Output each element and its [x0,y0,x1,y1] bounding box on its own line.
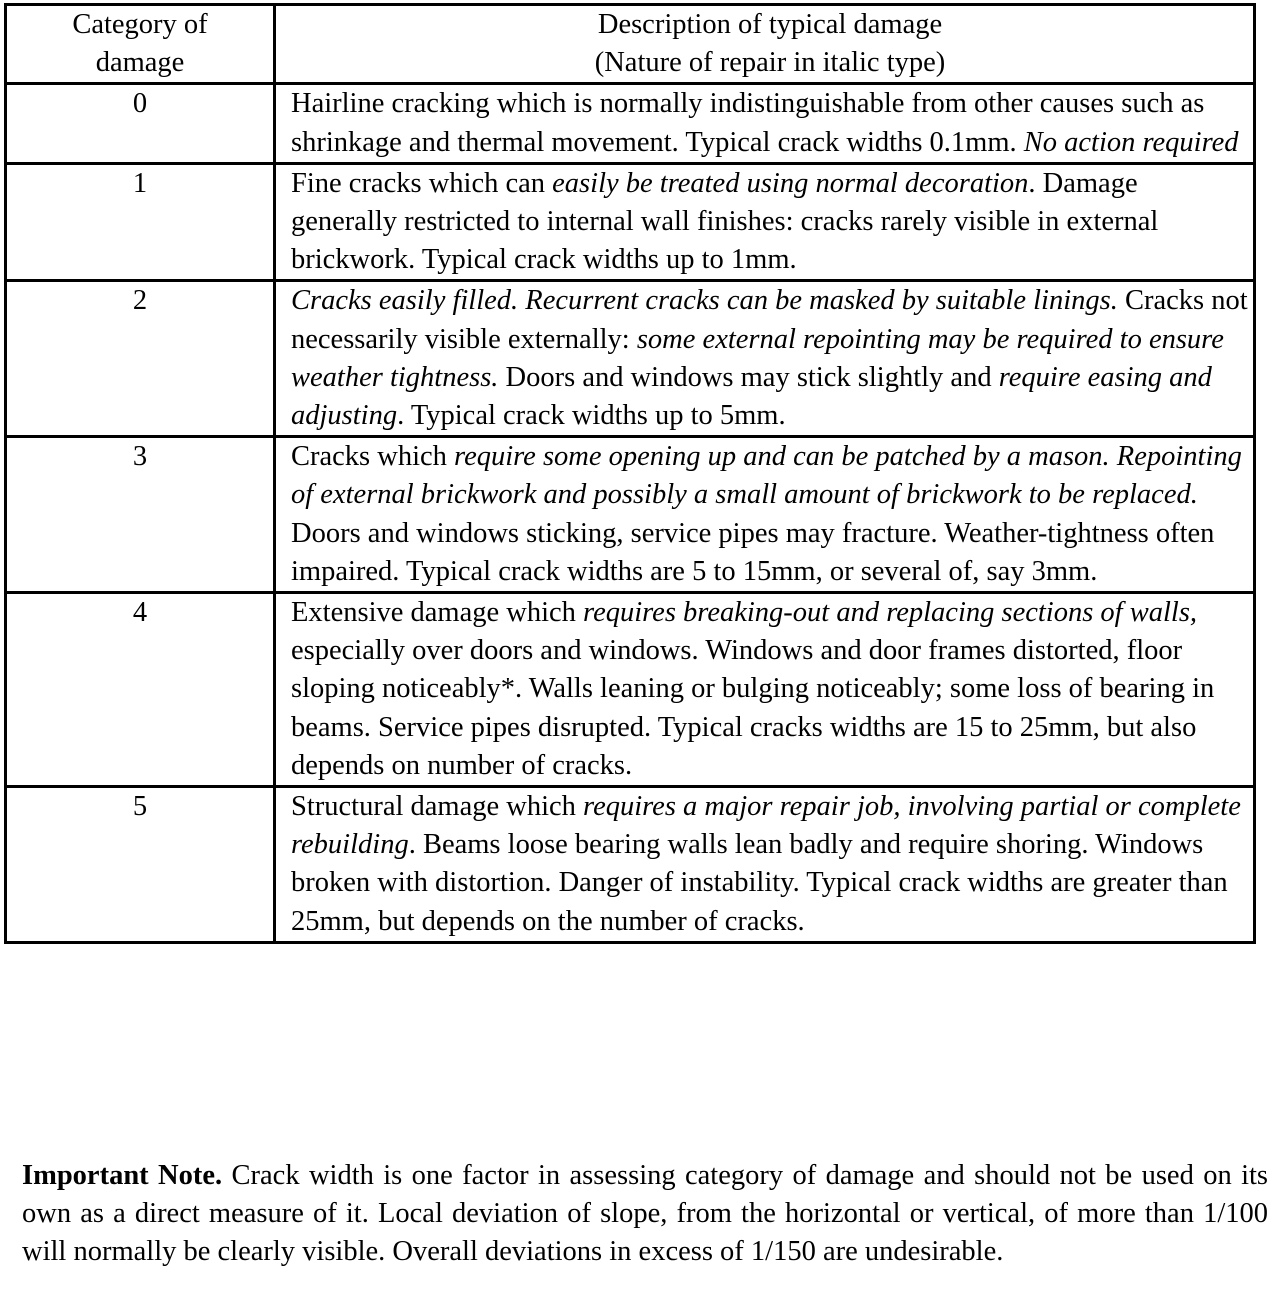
damage-text: . Typical crack widths up to 5mm. [397,400,786,432]
repair-nature-text: No action required [1023,126,1239,158]
damage-description-cell [275,437,1255,593]
repair-nature-text: Cracks easily filled. Recurrent cracks can be masked by suitable linings. [291,285,1118,317]
repair-nature-text: easily be treated using normal decoration [552,167,1029,199]
damage-category-cell: 2 [6,281,275,437]
table-row [6,437,1255,593]
repair-nature-text: some external repointing may be required to ensure weather tightness. [291,323,1224,393]
header-description-line: (Nature of repair in italic type) [594,47,946,79]
damage-text: Doors and windows sticking, service pipes may fracture. Weather-tightness often impaired. Typical crack widths are 5 to 15mm, or several of, say 3mm. [291,517,1215,587]
damage-description-cell [275,593,1255,787]
damage-category-cell: 1 [6,163,275,281]
damage-text: Fine cracks which can [291,167,553,199]
damage-description-cell [275,281,1255,437]
damage-description-cell [275,84,1255,163]
header-description-line: Description of typical damage [597,9,943,40]
important-note [22,1157,1268,1272]
repair-nature-text: require easing and adjusting [291,361,1212,432]
damage-text: Doors and windows may stick slightly and [498,361,999,393]
damage-description-cell [275,163,1255,281]
damage-text: . Beams loose bearing walls lean badly and require shoring. Windows broken with distortion. Danger of instability. Typical crack widths are greater than 25mm, but depends on the number of cracks. [291,829,1228,937]
damage-text: Structural damage which [291,791,584,823]
damage-text: Extensive damage which [291,597,584,629]
header-category-line: damage [95,47,185,79]
damage-category-cell: 5 [6,787,275,943]
damage-text: especially over doors and windows. Windows and door frames distorted, floor sloping noticeably*. Walls leaning or bulging noticeably; some loss of bearing in beams. Service pipes disrupted. Typical cracks widths are 15 to 25mm, but also depends on number of cracks. [291,635,1215,781]
damage-description-cell [275,787,1255,943]
damage-text: Cracks not necessarily visible externally: [291,285,1248,355]
repair-nature-text: require some opening up and can be patched by a mason. Repointing of external brickwork and possibly a small amount of brickwork to be replaced. [291,441,1242,511]
table-row [6,593,1255,787]
note-label: Important Note. [22,1160,223,1191]
damage-text: Cracks which [291,441,455,473]
header-description [275,5,1255,84]
table-row [6,84,1255,163]
damage-text: . Damage generally restricted to internal wall finishes: cracks rarely visible in external brickwork. Typical crack widths up to 1mm. [291,167,1159,276]
damage-category-cell: 0 [6,84,275,163]
note-text: Crack width is one factor in assessing category of damage and should not be used on its own as a direct measure of it. Local deviation of slope, from the horizontal or vertical, of more than 1/100 will normally be clearly visible. Overall deviations in excess of 1/150 are undesirable. [22,1160,1268,1268]
header-category [6,5,275,84]
table-row [6,281,1255,437]
table-row [6,163,1255,281]
header-category-line: Category of [72,9,208,40]
repair-nature-text: requires a major repair job, involving partial or complete rebuilding [291,791,1241,861]
table-header-row [6,5,1255,84]
damage-category-cell: 3 [6,437,275,593]
damage-text: Hairline cracking which is normally indistinguishable from other causes such as shrinkage and thermal movement. Typical crack widths 0.1mm. [291,88,1205,158]
damage-category-cell: 4 [6,593,275,787]
damage-category-table [4,3,1256,944]
table-row [6,787,1255,943]
repair-nature-text: requires breaking-out and replacing sections of walls, [583,597,1198,629]
